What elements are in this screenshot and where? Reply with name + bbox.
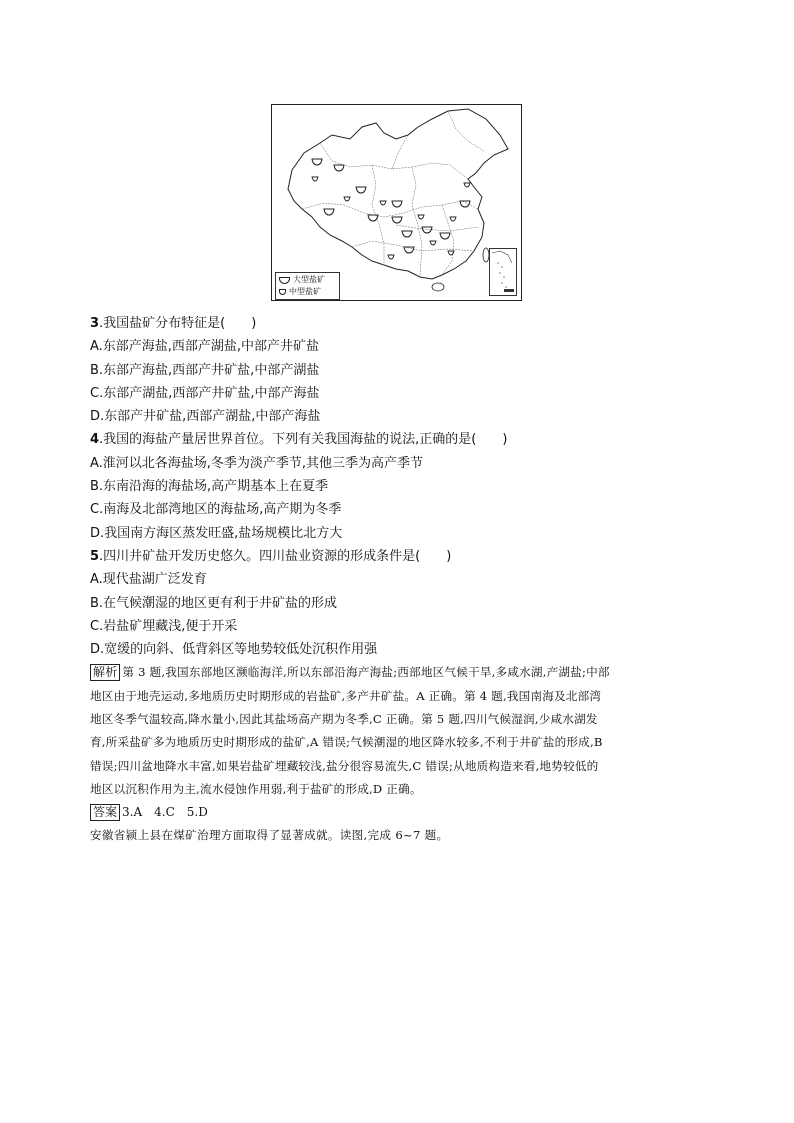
- answer-tag: 答案: [90, 804, 120, 821]
- next-question-intro: 安徽省颍上县在煤矿治理方面取得了显著成就。读图,完成 6~7 题。: [90, 828, 449, 843]
- south-china-sea-inset-map: [490, 249, 516, 295]
- option-d: D.东部产井矿盐,西部产湖盐,中部产海盐: [90, 409, 321, 425]
- large-mine-symbol-icon: [279, 277, 290, 284]
- option-b: B.东南沿海的海盐场,高产期基本上在夏季: [90, 479, 329, 495]
- option-c: C.岩盐矿埋藏浅,便于开采: [90, 618, 238, 634]
- analysis-tag: 解析: [90, 664, 120, 681]
- analysis-line: 错误;四川盆地降水丰富,如果岩盐矿埋藏较浅,盐分很容易流失,C 错误;从地质构造来看,地势较低的: [90, 758, 599, 773]
- question-content: [90, 312, 710, 847]
- analysis-line: 地区冬季气温较高,降水量小,因此其盐场高产期为冬季,C 正确。第 5 题,四川气候湿润,少咸水湖发: [90, 712, 598, 727]
- option-a: A.东部产海盐,西部产湖盐,中部产井矿盐: [90, 339, 320, 355]
- analysis-text: 第 3 题,我国东部地区濒临海洋,所以东部沿海产海盐;西部地区气候干旱,多咸水湖,产湖盐;中部: [122, 665, 610, 680]
- option-b: B.东部产海盐,西部产井矿盐,中部产湖盐: [90, 362, 320, 378]
- question-stem-text: .四川井矿盐开发历史悠久。四川盐业资源的形成条件是( ): [99, 548, 452, 564]
- map-legend: [275, 272, 340, 300]
- option-b: B.在气候潮湿的地区更有利于井矿盐的形成: [90, 595, 338, 611]
- question-number: 4: [90, 432, 100, 448]
- south-china-sea-inset: [489, 248, 517, 296]
- question-3: [90, 312, 710, 428]
- medium-mine-symbol-icon: [279, 289, 286, 295]
- option-a: A.淮河以北各海盐场,冬季为淡产季节,其他三季为高产季节: [90, 455, 424, 471]
- option-c: C.东部产湖盐,西部产井矿盐,中部产海盐: [90, 385, 320, 401]
- answer-block: [90, 801, 710, 824]
- china-salt-mine-map: [271, 104, 522, 301]
- analysis-line: 育,所采盐矿多为地质历史时期形成的盐矿,A 错误;气候潮湿的地区降水较多,不利于井矿盐的形成,B: [90, 735, 603, 750]
- question-stem-text: .我国的海盐产量居世界首位。下列有关我国海盐的说法,正确的是( ): [99, 432, 508, 448]
- legend-medium-row: [279, 286, 336, 298]
- analysis-line: 地区由于地壳运动,多地质历史时期形成的岩盐矿,多产井矿盐。A 正确。第 4 题,我国南海及北部湾: [90, 688, 602, 703]
- answer-text: 3.A 4.C 5.D: [122, 805, 208, 820]
- question-stem-text: .我国盐矿分布特征是( ): [99, 316, 257, 331]
- question-5: [90, 545, 710, 661]
- option-d: D.我国南方海区蒸发旺盛,盐场规模比北方大: [90, 525, 343, 541]
- legend-large-label: 大型盐矿: [293, 275, 325, 284]
- question-stem: [90, 428, 710, 451]
- analysis-line: 地区以沉积作用为主,流水侵蚀作用弱,利于盐矿的形成,D 正确。: [90, 781, 422, 796]
- question-number: 5: [90, 548, 100, 564]
- question-stem: [90, 312, 710, 335]
- option-a: A.现代盐湖广泛发育: [90, 572, 207, 588]
- analysis-line: [90, 661, 710, 684]
- legend-large-row: [279, 274, 336, 286]
- legend-medium-label: 中型盐矿: [289, 287, 321, 296]
- analysis-block: [90, 661, 710, 801]
- question-number: 3: [90, 316, 100, 331]
- question-stem: [90, 545, 710, 568]
- option-c: C.南海及北部湾地区的海盐场,高产期为冬季: [90, 502, 342, 518]
- option-d: D.宽缓的向斜、低背斜区等地势较低处沉积作用强: [90, 642, 378, 658]
- question-4: [90, 428, 710, 544]
